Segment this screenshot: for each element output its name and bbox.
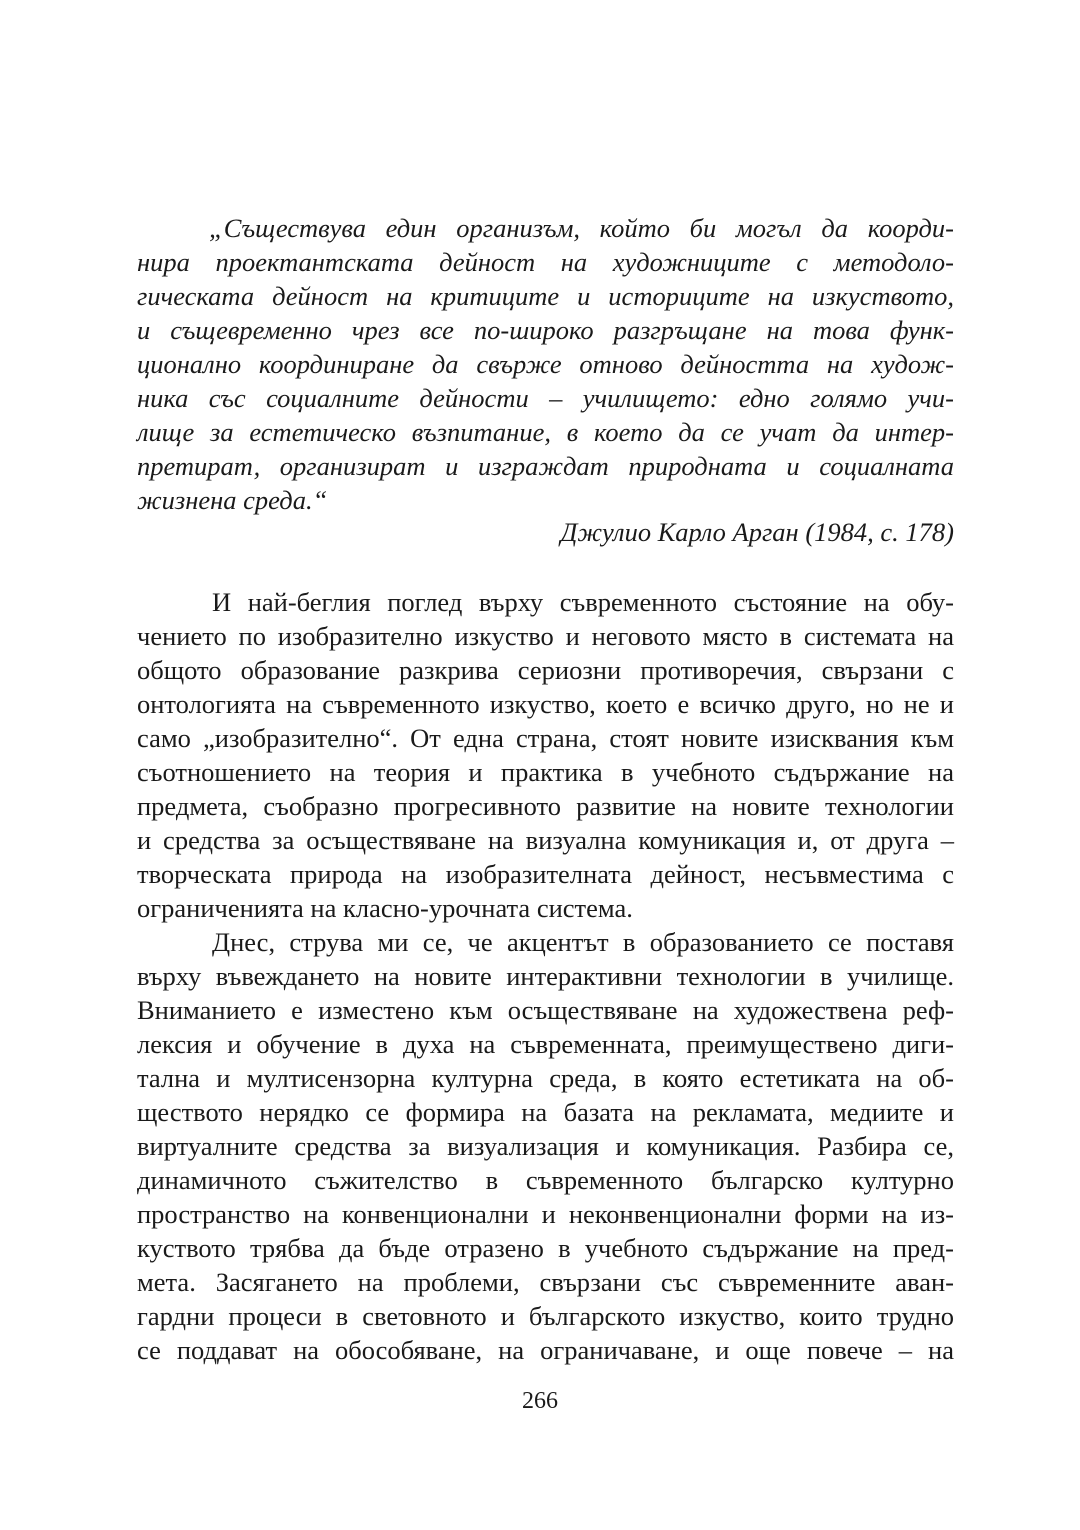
quote-line: ника със социалните дейности – училището: едно голямо учи-: [137, 383, 954, 413]
body-line: пространство на конвенционални и неконвенционални форми на из-: [137, 1199, 954, 1229]
body-line: тална и мултисензорна културна среда, в която естетиката на об-: [137, 1063, 954, 1093]
body-line: гардни процеси в световното и българското изкуство, които трудно: [137, 1301, 954, 1331]
body-paragraph-2: [137, 925, 954, 1367]
body-line: онтологията на съвременното изкуство, което е всичко друго, но не и: [137, 689, 954, 719]
body-line: се поддават на обособяване, на ограничаване, и още повече – на: [137, 1335, 954, 1365]
body-line: само „изобразително“. От една страна, стоят новите изисквания към: [137, 723, 954, 753]
quote-line: гическата дейност на критиците и историците на изкуството,: [137, 281, 954, 311]
body-line: съотношението на теория и практика в учебното съдържание на: [137, 757, 954, 787]
body-line: общото образование разкрива сериозни противоречия, свързани с: [137, 655, 954, 685]
body-line: Днес, струва ми се, че акцентът в образованието се поставя: [212, 927, 954, 957]
body-line: и средства за осъществяване на визуална комуникация и, от друга –: [137, 825, 954, 855]
body-line: чението по изобразително изкуство и неговото място в системата на: [137, 621, 954, 651]
body-line: творческата природа на изобразителната дейност, несъвместима с: [137, 859, 954, 889]
epigraph-quote: [137, 211, 954, 517]
quote-line: ционално координиране да свърже отново дейността на худож-: [137, 349, 954, 379]
quote-attribution: Джулио Карло Арган (1984, с. 178): [560, 517, 954, 547]
body-line: мета. Засягането на проблеми, свързани със съвременните аван-: [137, 1267, 954, 1297]
body-line: куството трябва да бъде отразено в учебното съдържание на пред-: [137, 1233, 954, 1263]
body-line: виртуалните средства за визуализация и комуникация. Разбира се,: [137, 1131, 954, 1161]
page-number: 266: [522, 1388, 558, 1414]
body-line: върху въвеждането на новите интерактивни технологии в училище.: [137, 961, 954, 991]
body-line: динамичното съжителство в съвременното българско културно: [137, 1165, 954, 1195]
body-line: предмета, съобразно прогресивното развитие на новите технологии: [137, 791, 954, 821]
body-line: ограниченията на класно-урочната система.: [137, 893, 633, 923]
body-line: ществото нерядко се формира на базата на рекламата, медиите и: [137, 1097, 954, 1127]
quote-line: претират, организират и изграждат природната и социалната: [137, 451, 954, 481]
body-line: лексия и обучение в духа на съвременната, преимуществено диги-: [137, 1029, 954, 1059]
body-line: И най-беглия поглед върху съвременното състояние на обу-: [212, 587, 954, 617]
quote-line: лище за естетическо възпитание, в което да се учат да интер-: [137, 417, 954, 447]
body-line: Вниманието е изместено към осъществяване на художествена реф-: [137, 995, 954, 1025]
quote-line: жизнена среда.“: [137, 485, 328, 515]
body-paragraph-1: [137, 585, 954, 925]
quote-line: „Съществува един организъм, който би могъл да коорди-: [209, 213, 954, 243]
quote-line: и същевременно чрез все по-широко разгръщане на това функ-: [137, 315, 954, 345]
quote-line: нира проектантската дейност на художниците с методоло-: [137, 247, 954, 277]
